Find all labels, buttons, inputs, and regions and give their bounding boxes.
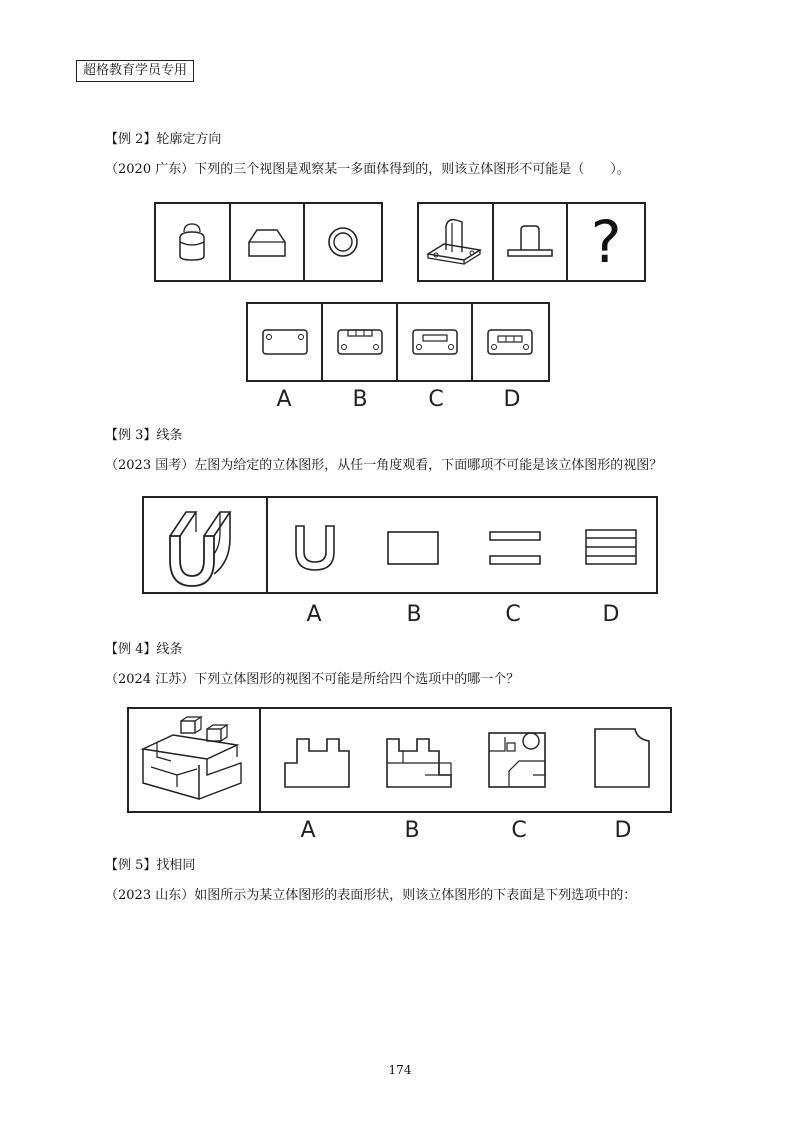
option-d-drawing-cell — [473, 304, 548, 380]
option-d-stacked-bars — [584, 526, 640, 570]
example-2-option-c-label: C — [428, 387, 444, 412]
option-d-plate-drawing — [484, 325, 536, 359]
example-2-option-d-label: D — [503, 387, 521, 412]
header-stamp: 超格教育学员专用 — [76, 60, 194, 82]
view-cylinder-cap — [156, 204, 231, 280]
view-trapezoid-box — [231, 204, 306, 280]
question-mark: ? — [590, 208, 622, 276]
example-3-heading: 【例 3】线条 — [105, 428, 183, 443]
example-2-options — [246, 302, 550, 382]
example-5-question: （2023 山东）如图所示为某立体图形的表面形状，则该立体图形的下表面是下列选项中的： — [105, 888, 637, 903]
example-4-option-b-label: B — [404, 818, 420, 843]
option-a-drawing-cell — [248, 304, 323, 380]
example-4-option-d-label: D — [614, 818, 632, 843]
option-c-two-bars — [488, 528, 542, 570]
example-4-question: （2024 江苏）下列立体图形的视图不可能是所给四个选项中的哪一个？ — [105, 672, 520, 687]
stepped-block-3d-drawing — [137, 713, 255, 807]
example-4-option-c-label: C — [511, 818, 527, 843]
example-2-views-object — [417, 202, 646, 282]
example-3-option-a-label: A — [306, 602, 322, 627]
view-t-shape — [494, 204, 569, 280]
example-2-option-a-label: A — [276, 387, 292, 412]
example-3-option-b-label: B — [406, 602, 422, 627]
option-c-topview-profile — [485, 727, 555, 791]
example-4-figure-box — [127, 707, 672, 813]
example-2-heading: 【例 2】轮廓定方向 — [105, 132, 222, 147]
option-d-cut-corner-square — [591, 725, 655, 793]
option-b-drawing-cell — [323, 304, 398, 380]
example-3-divider — [266, 498, 268, 592]
cylinder-cap-drawing — [172, 220, 212, 264]
option-a-plate-drawing — [259, 325, 311, 359]
example-4-option-a-label: A — [300, 818, 316, 843]
example-2-question: （2020 广东）下列的三个视图是观察某一多面体得到的，则该立体图形不可能是（ ）。 — [105, 162, 630, 177]
example-3-option-d-label: D — [602, 602, 620, 627]
example-3-option-c-label: C — [505, 602, 521, 627]
option-a-notched-profile — [281, 733, 355, 791]
option-b-grid-profile — [383, 731, 455, 793]
isometric-base-drawing — [422, 212, 488, 272]
example-3-question: （2023 国考）左图为给定的立体图形，从任一角度观看，下面哪项不可能是该立体图形的视图？ — [105, 458, 663, 473]
page-number: 174 — [388, 1063, 412, 1077]
view-isometric-base — [419, 204, 494, 280]
example-3-figure-box — [142, 496, 658, 594]
option-c-plate-drawing — [409, 325, 461, 359]
concentric-circles-drawing — [323, 222, 363, 262]
view-unknown — [568, 204, 644, 280]
u-block-3d-drawing — [160, 502, 256, 588]
option-a-u-shape — [292, 524, 338, 574]
option-b-plate-drawing — [334, 325, 386, 359]
example-4-divider — [259, 709, 261, 811]
trapezoid-box-drawing — [245, 222, 289, 262]
example-2-option-b-label: B — [352, 387, 368, 412]
option-c-drawing-cell — [398, 304, 473, 380]
option-b-rectangle — [386, 530, 442, 566]
example-2-views-given — [154, 202, 383, 282]
example-4-heading: 【例 4】线条 — [105, 642, 183, 657]
t-shape-drawing — [504, 222, 556, 262]
view-concentric-circles — [305, 204, 381, 280]
example-5-heading: 【例 5】找相同 — [105, 858, 196, 873]
